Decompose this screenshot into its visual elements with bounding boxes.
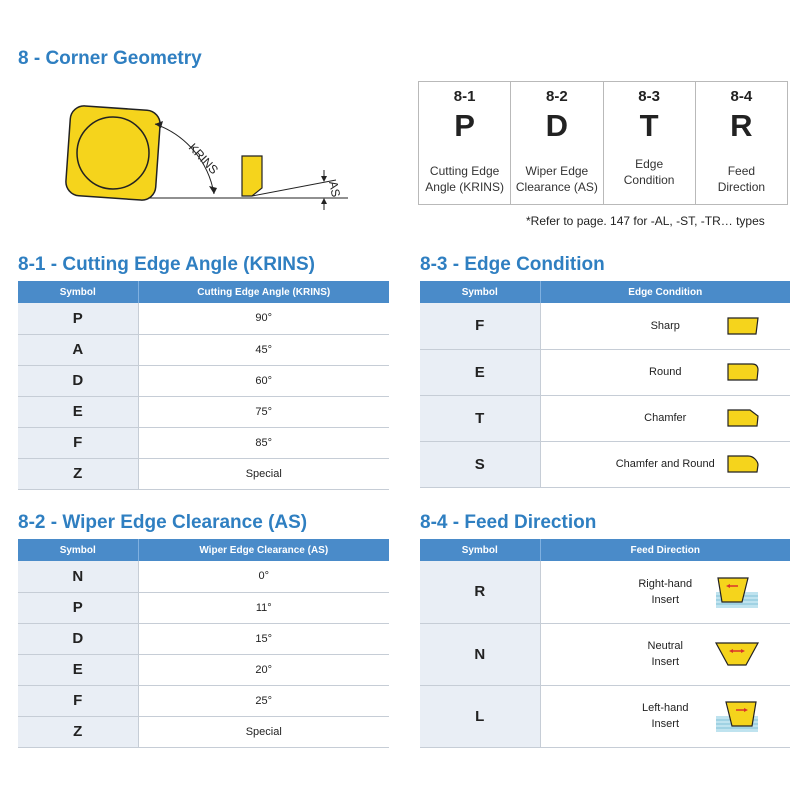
code-column-8-3: [604, 82, 696, 204]
value-cell: [540, 561, 790, 623]
table-row: [420, 349, 790, 395]
value-cell: Special: [138, 458, 389, 489]
table-row: [420, 685, 790, 747]
symbol-cell: E: [420, 349, 540, 395]
sharp-edge-icon: [726, 316, 760, 336]
column-header-symbol: Symbol: [18, 539, 138, 561]
value-cell: 85°: [138, 427, 389, 458]
value-cell: 90°: [138, 303, 389, 334]
code-letter: R: [730, 108, 753, 143]
right-hand-insert-icon: [714, 574, 760, 610]
table-row: [420, 561, 790, 623]
column-header-value: Cutting Edge Angle (KRINS): [138, 281, 389, 303]
code-letter: T: [639, 108, 659, 143]
krins-table: [18, 281, 389, 490]
symbol-cell: Z: [18, 458, 138, 489]
value-cell: [540, 303, 790, 349]
feed-label-line2: Insert: [651, 718, 679, 730]
code-column-8-2: [511, 82, 603, 204]
symbol-cell: A: [18, 334, 138, 365]
chamfer-edge-icon: [726, 408, 760, 428]
table-row: [18, 716, 389, 747]
value-cell: Special: [138, 716, 389, 747]
code-number: 8-3: [638, 88, 660, 105]
table-row: [18, 334, 389, 365]
chamfer-round-edge-icon: [726, 454, 760, 474]
value-cell: [540, 685, 790, 747]
feed-direction-table: [420, 539, 790, 748]
value-cell: 20°: [138, 654, 389, 685]
value-cell: 15°: [138, 623, 389, 654]
table-row: [18, 561, 389, 592]
krins-label: KRINS: [185, 140, 222, 177]
as-table-title: 8-2 - Wiper Edge Clearance (AS): [18, 512, 308, 533]
value-cell: [540, 623, 790, 685]
code-column-8-1: [419, 82, 511, 204]
as-table: [18, 539, 389, 748]
code-box: [418, 81, 788, 205]
code-desc-line2: Direction: [717, 180, 766, 194]
symbol-cell: R: [420, 561, 540, 623]
symbol-cell: N: [18, 561, 138, 592]
reference-note: *Refer to page. 147 for -AL, -ST, -TR… types: [526, 214, 765, 228]
symbol-cell: N: [420, 623, 540, 685]
value-cell: [540, 441, 790, 487]
column-header-symbol: Symbol: [420, 281, 540, 303]
table-row: [420, 395, 790, 441]
column-header-symbol: Symbol: [420, 539, 540, 561]
code-column-8-4: [696, 82, 787, 204]
code-desc-line2: Clearance (AS): [515, 180, 598, 194]
table-row: [18, 303, 389, 334]
table-row: [18, 685, 389, 716]
symbol-cell: F: [420, 303, 540, 349]
value-cell: 25°: [138, 685, 389, 716]
table-row: [18, 365, 389, 396]
feed-label-line2: Insert: [651, 593, 679, 606]
feed-table-title: 8-4 - Feed Direction: [420, 512, 597, 533]
feed-label-line2: Insert: [651, 656, 679, 668]
value-cell: 45°: [138, 334, 389, 365]
symbol-cell: D: [18, 623, 138, 654]
code-number: 8-2: [546, 88, 568, 105]
table-row: [18, 592, 389, 623]
column-header-value: Feed Direction: [540, 539, 790, 561]
value-cell: 0°: [138, 561, 389, 592]
symbol-cell: E: [18, 654, 138, 685]
code-letter: P: [454, 108, 475, 143]
feed-label-line1: Left-hand: [642, 702, 689, 714]
column-header-value: Edge Condition: [540, 281, 790, 303]
symbol-cell: F: [18, 427, 138, 458]
as-arrow-icon: [321, 170, 327, 210]
table-row: [18, 654, 389, 685]
table-row: [420, 623, 790, 685]
code-letter: D: [545, 108, 569, 143]
symbol-cell: Z: [18, 716, 138, 747]
code-desc-line1: Cutting Edge: [429, 164, 500, 178]
value-cell: 75°: [138, 396, 389, 427]
value-cell: [540, 395, 790, 441]
symbol-cell: E: [18, 396, 138, 427]
column-header-symbol: Symbol: [18, 281, 138, 303]
symbol-cell: P: [18, 592, 138, 623]
column-header-value: Wiper Edge Clearance (AS): [138, 539, 389, 561]
table-row: [420, 441, 790, 487]
square-insert-icon: [65, 105, 161, 201]
symbol-cell: D: [18, 365, 138, 396]
edge-table-title: 8-3 - Edge Condition: [420, 254, 605, 275]
corner-geometry-diagram: [18, 88, 388, 238]
code-desc-line1: Feed: [727, 164, 756, 178]
edge-label: Chamfer and Round: [615, 458, 715, 470]
feed-label-line1: Right-hand: [638, 577, 693, 590]
symbol-cell: S: [420, 441, 540, 487]
code-desc-line2: Angle (KRINS): [425, 180, 504, 194]
value-cell: [540, 349, 790, 395]
table-row: [18, 623, 389, 654]
edge-label: Sharp: [650, 319, 680, 332]
feed-label-line1: Neutral: [647, 640, 683, 652]
value-cell: 60°: [138, 365, 389, 396]
neutral-insert-icon: [714, 639, 760, 669]
tool-tip-icon: [242, 156, 262, 196]
table-row: [18, 458, 389, 489]
symbol-cell: T: [420, 395, 540, 441]
table-row: [18, 396, 389, 427]
table-row: [420, 303, 790, 349]
left-hand-insert-icon: [714, 698, 760, 734]
code-number: 8-4: [730, 88, 753, 105]
symbol-cell: P: [18, 303, 138, 334]
round-edge-icon: [726, 362, 760, 382]
table-row: [18, 427, 389, 458]
page-title: 8 - Corner Geometry: [18, 48, 202, 69]
edge-label: Chamfer: [644, 412, 687, 424]
symbol-cell: L: [420, 685, 540, 747]
edge-label: Round: [649, 366, 682, 378]
code-desc-line1: Edge: [635, 157, 664, 171]
code-desc-line2: Condition: [623, 173, 675, 187]
krins-table-title: 8-1 - Cutting Edge Angle (KRINS): [18, 254, 315, 275]
symbol-cell: F: [18, 685, 138, 716]
value-cell: 11°: [138, 592, 389, 623]
code-number: 8-1: [453, 88, 476, 105]
as-label: AS: [326, 179, 344, 199]
edge-condition-table: [420, 281, 790, 488]
code-desc-line1: Wiper Edge: [525, 164, 589, 178]
